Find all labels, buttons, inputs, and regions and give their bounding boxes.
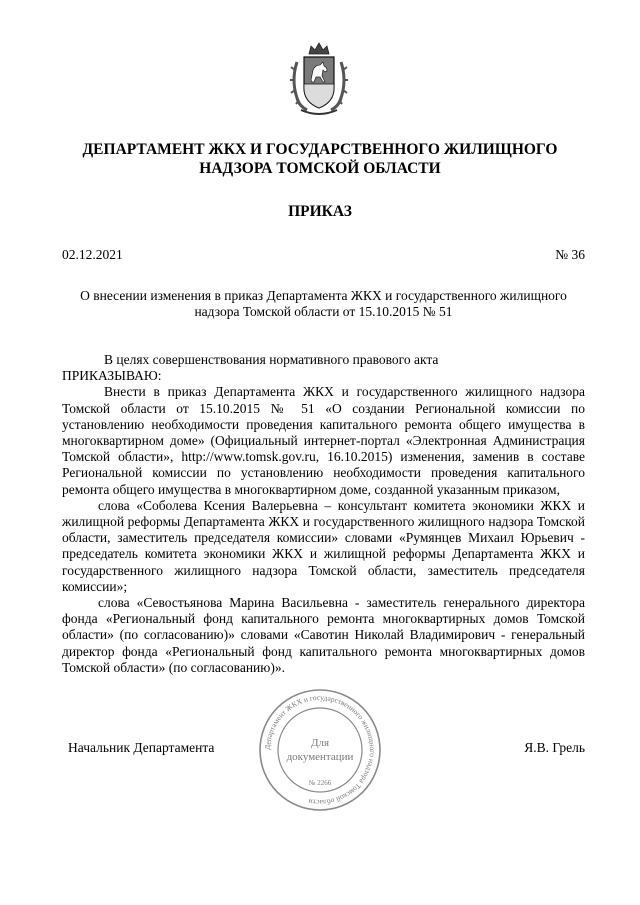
body-paragraph-3: слова «Севостьянова Марина Васильевна - заместитель генерального директора фонда «Региональный фонд капитального ремонта многоквартирных домов Томской области» (по согласованию)» словами «Савотин Николай Владимирович - генеральный директор фонда «Региональный фонд капитального ремонта многоквартирных домов Томской области» (по согласованию)». <box>62 595 585 675</box>
preamble: В целях совершенствования нормативного правового акта <box>104 352 439 367</box>
order-number: № 36 <box>555 247 585 262</box>
document-type: ПРИКАЗ <box>288 203 352 220</box>
stamp-line-1: Для <box>310 737 330 749</box>
signatory-name: Я.В. Грель <box>524 740 585 755</box>
body-paragraph-2: слова «Соболева Ксения Валерьевна – консультант комитета экономики ЖКХ и жилищной реформы Департамента ЖКХ и государственного жилищного надзора Томской области, заместитель председателя комиссии» словами «Румянцев Михаил Юрьевич - председатель комитета экономики ЖКХ и жилищной реформы Департамента ЖКХ и государственного жилищного надзора Томской области, заместитель председателя комиссии»; <box>62 497 585 594</box>
signatory-role: Начальник Департамента <box>68 740 215 755</box>
order-subject-line-1: О внесении изменения в приказ Департамента ЖКХ и государственного жилищного <box>80 288 567 303</box>
order-word: ПРИКАЗЫВАЮ: <box>62 368 162 384</box>
order-subject-line-2: надзора Томской области от 15.10.2015 № 51 <box>194 304 453 319</box>
stamp-line-2: документации <box>286 751 354 763</box>
coat-of-arms-icon <box>289 40 349 120</box>
document-stamp <box>255 685 385 815</box>
department-title-line-1: ДЕПАРТАМЕНТ ЖКХ И ГОСУДАРСТВЕННОГО ЖИЛИЩНОГО <box>82 141 558 158</box>
order-date: 02.12.2021 <box>62 247 123 262</box>
stamp-ring-text: Департамент ЖКХ и государственного жилищного надзора Томской области <box>262 692 378 808</box>
department-title <box>40 140 600 178</box>
body-paragraph-1: Внести в приказ Департамента ЖКХ и государственного жилищного надзора Томской области от 15.10.2015 № 51 «О создании Региональной комиссии по установлению необходимости проведения капитального ремонта общего имущества в многоквартирном доме» (Официальный интернет-портал «Электронная Администрация Томской области», http://www.tomsk.gov.ru, 16.10.2015) изменения, заменив в составе Региональной комиссии по установлению необходимости проведения капитального ремонта общего имущества в многоквартирном доме, созданной указанным приказом, <box>62 384 585 497</box>
department-title-line-2: НАДЗОРА ТОМСКОЙ ОБЛАСТИ <box>199 160 441 177</box>
stamp-number: № 2266 <box>308 779 332 787</box>
order-body <box>62 352 585 676</box>
order-subject <box>62 288 585 320</box>
